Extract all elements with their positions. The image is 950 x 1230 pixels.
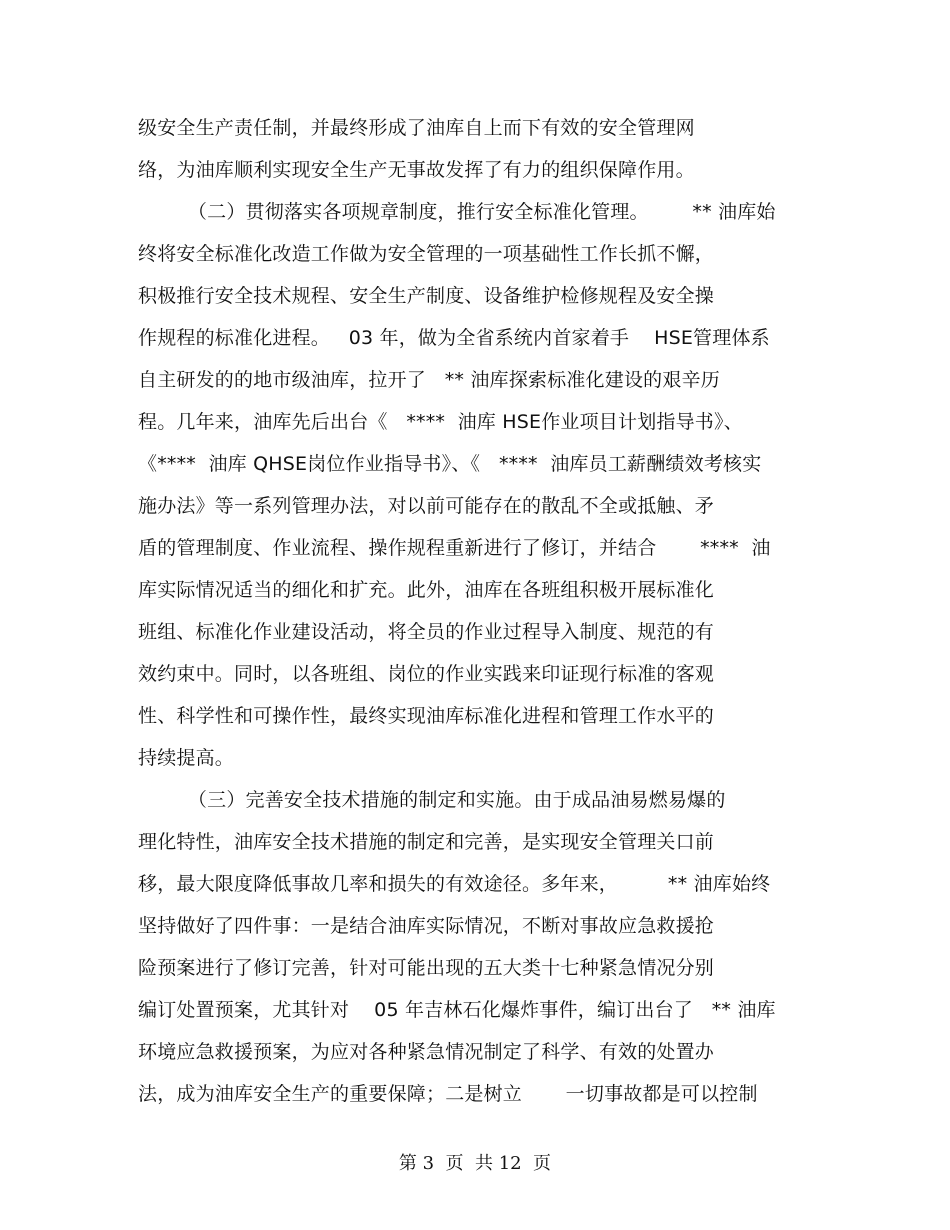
text-line: 自主研发的的地市级油库，拉开了 ** 油库探索标准化建设的艰辛历: [138, 369, 720, 391]
text-line: 作规程的标准化进程。 03 年，做为全省系统内首家着手 HSE管理体系: [138, 327, 770, 349]
text-line: 坚持做好了四件事：一是结合油库实际情况，不断对事故应急救援抢: [138, 915, 715, 937]
text-line: 盾的管理制度、作业流程、操作规程重新进行了修订，并结合 **** 油: [138, 537, 771, 559]
text-line: 络，为油库顺利实现安全生产无事故发挥了有力的组织保障作用。: [138, 159, 695, 181]
text-line: 法，成为油库安全生产的重要保障；二是树立 一切事故都是可以控制: [138, 1083, 758, 1105]
text-line: 移，最大限度降低事故几率和损失的有效途径。多年来， ** 油库始终: [138, 873, 771, 895]
text-line: 环境应急救援预案，为应对各种紧急情况制定了科学、有效的处置办: [138, 1041, 715, 1063]
text-line: （三）完善安全技术措施的制定和实施。由于成品油易燃易爆的: [138, 789, 726, 811]
text-line: 效约束中。同时，以各班组、岗位的作业实践来印证现行标准的客观: [138, 663, 715, 685]
page-number-footer: 第 3 页 共 12 页: [398, 1153, 552, 1174]
text-line: 险预案进行了修订完善，针对可能出现的五大类十七种紧急情况分别: [138, 957, 715, 979]
text-line: 理化特性，油库安全技术措施的制定和完善，是实现安全管理关口前: [138, 831, 715, 853]
text-line: 级安全生产责任制，并最终形成了油库自上而下有效的安全管理网: [138, 117, 695, 139]
text-line: 《**** 油库 QHSE岗位作业指导书》、《 **** 油库员工薪酬绩效考核实: [138, 453, 762, 475]
text-line: 编订处置预案，尤其针对 05 年吉林石化爆炸事件，编订出台了 ** 油库: [138, 999, 776, 1021]
text-line: 班组、标准化作业建设活动，将全员的作业过程导入制度、规范的有: [138, 621, 715, 643]
text-line: 程。几年来，油库先后出台《 **** 油库 HSE作业项目计划指导书》、: [138, 411, 743, 433]
text-line: （二）贯彻落实各项规章制度，推行安全标准化管理。 ** 油库始: [138, 201, 776, 223]
text-line: 施办法》等一系列管理办法，对以前可能存在的散乱不全或抵触、矛: [138, 495, 715, 517]
text-line: 性、科学性和可操作性，最终实现油库标准化进程和管理工作水平的: [138, 705, 715, 727]
text-line: 终将安全标准化改造工作做为安全管理的一项基础性工作长抓不懈，: [138, 243, 715, 265]
text-line: 库实际情况适当的细化和扩充。此外，油库在各班组积极开展标准化: [138, 579, 715, 601]
text-line: 积极推行安全技术规程、安全生产制度、设备维护检修规程及安全操: [138, 285, 715, 307]
text-line: 持续提高。: [138, 747, 235, 769]
